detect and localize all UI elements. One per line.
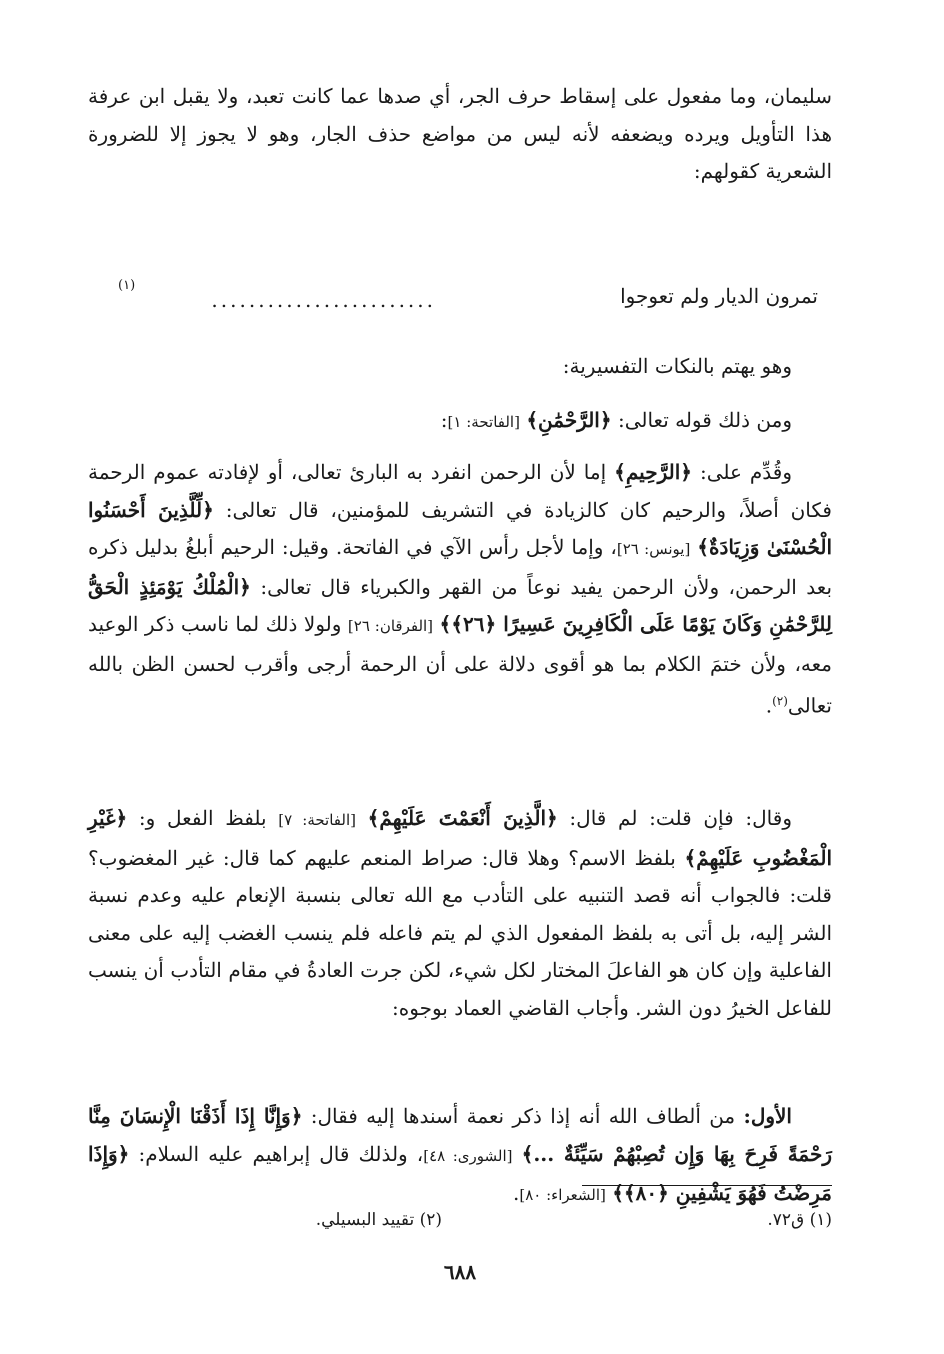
paragraph-5 xyxy=(88,800,832,1027)
verse-hemistich: تمرون الديار ولم تعوجوا xyxy=(620,284,818,308)
p5-text-a: وقال: فإن قلت: لم قال: xyxy=(557,806,792,830)
p4-text-e: . xyxy=(765,693,773,718)
paragraph-1: سليمان، وما مفعول على إسقاط حرف الجر، أي صدها عما كانت تعبد، ولا يقبل ابن عرفة هذا التأويل ويرده ويضعفه لأنه ليس من مواضع حذف الجار، وهو لا يجوز إلا للضرورة الشعرية كقولهم: xyxy=(88,84,832,183)
paragraph-4 xyxy=(88,454,832,725)
footnote-2: (٢) تقييد البسيلي. xyxy=(315,1210,442,1230)
p6-text-b: ، ولذلك قال إبراهيم عليه السلام: xyxy=(129,1141,424,1166)
p4-text-a: وقُدِّم على: xyxy=(691,460,792,484)
quran-quote: ﴿الرَّحْمَٰنِ﴾ xyxy=(526,408,612,432)
verse-footnote-marker: (١) xyxy=(118,278,136,293)
quran-quote: ﴿غَيْرِ الْمَغْضُوبِ عَلَيْهِمْ﴾ xyxy=(88,806,833,870)
p4-text-d: ولولا ذلك لما ناسب ذكر الوعيد معه، ولأن ختمَ الكلام بما هو أقوى دلالة على أن الرحمة أرجى وأقرب لحسن الظن بالله تعالى xyxy=(88,612,832,718)
quran-reference: [الفاتحة: ١] xyxy=(447,413,520,431)
footnotes xyxy=(88,1210,832,1240)
paragraph-3 xyxy=(88,402,832,442)
poetry-verse xyxy=(88,278,832,324)
p6-text-a: من ألطاف الله أنه إذا ذكر نعمة أسندها إليه فقال: xyxy=(302,1104,744,1128)
quran-quote: ﴿وَإِذَا مَرِضْتُ فَهُوَ يَشْفِينِ ﴿٨٠﴾﴾ xyxy=(88,1141,832,1205)
p3-end: : xyxy=(440,408,448,432)
quran-quote: ﴿الرَّحِيمِ﴾ xyxy=(614,460,692,484)
p5-text-b: بلفظ الفعل و: xyxy=(127,806,279,830)
quran-reference: [يونس: ٢٦] xyxy=(616,540,691,558)
p4-text-c: ، وإما لأجل رأس الآي في الفاتحة. وقيل: الرحيم أبلغُ بدليل ذكره بعد الرحمن، ولأن الرحمن يفيد نوعاً من القهر والكبرياء قال تعالى: xyxy=(88,535,833,599)
footnote-marker: (٢) xyxy=(772,694,788,708)
paragraph-6 xyxy=(88,1098,832,1215)
p5-text-c: بلفظ الاسم؟ وهلا قال: صراط المنعم عليهم كما قال: غير المغضوب؟ قلت: فالجواب أنه قصد التنبيه على التأدب مع الله تعالى بنسبة الإنعام عليه وعدم نسبة الشر إليه، بل أتى به بلفظ المفعول الذي لم يتم فاعله فلم ينسب الغضب إليه على معنى الفاعلية وإن كان هو الفاعلَ المختار لكل شيء، لكن جرت العادةُ في مقام التأدب أن ينسب للفاعل الخيرُ دون الشر. وأجاب القاضي العماد بوجوه: xyxy=(88,845,832,1020)
footnote-divider xyxy=(582,1185,832,1186)
footnote-1: (١) ق٧٢. xyxy=(767,1210,832,1230)
p4-text-b: إما لأن الرحمن انفرد به البارئ تعالى، أو لإفادته عموم الرحمة فكان أصلاً، والرحيم كان كالزيادة في التشريف للمؤمنين، قال تعالى: xyxy=(88,460,832,522)
quran-quote: ﴿الْمُلْكُ يَوْمَئِذٍ الْحَقُّ لِلرَّحْمَٰنِ وَكَانَ يَوْمًا عَلَى الْكَافِرِينَ عَسِيرًا ﴿٢٦﴾﴾ xyxy=(88,574,833,636)
quran-reference: [الفاتحة: ٧] xyxy=(278,811,356,829)
book-page xyxy=(88,70,832,1340)
p6-text-c: . xyxy=(512,1181,520,1205)
quran-quote: ﴿الَّذِينَ أَنْعَمْتَ عَلَيْهِمْ﴾ xyxy=(367,806,558,830)
quran-reference: [الشعراء: ٨٠] xyxy=(519,1186,606,1204)
paragraph-2: وهو يهتم بالنكات التفسيرية: xyxy=(562,354,792,378)
verse-dots: ........................ xyxy=(211,288,436,312)
p3-text: ومن ذلك قوله تعالى: xyxy=(611,408,792,432)
page-number: ٦٨٨ xyxy=(443,1260,477,1284)
quran-reference: [الفرقان: ٢٦] xyxy=(347,617,434,635)
point-label: الأول: xyxy=(743,1104,792,1128)
quran-quote: ﴿لِّلَّذِينَ أَحْسَنُوا الْحُسْنَىٰ وَزِيَادَةٌ﴾ xyxy=(88,497,832,559)
quran-quote: ﴿وَإِنَّا إِذَا أَذَقْنَا الْإِنسَانَ مِنَّا رَحْمَةً فَرِحَ بِهَا وَإِن تُصِبْهُمْ سَيِّئَةٌ ...﴾ xyxy=(88,1104,833,1166)
quran-reference: [الشورى: ٤٨] xyxy=(423,1146,513,1165)
